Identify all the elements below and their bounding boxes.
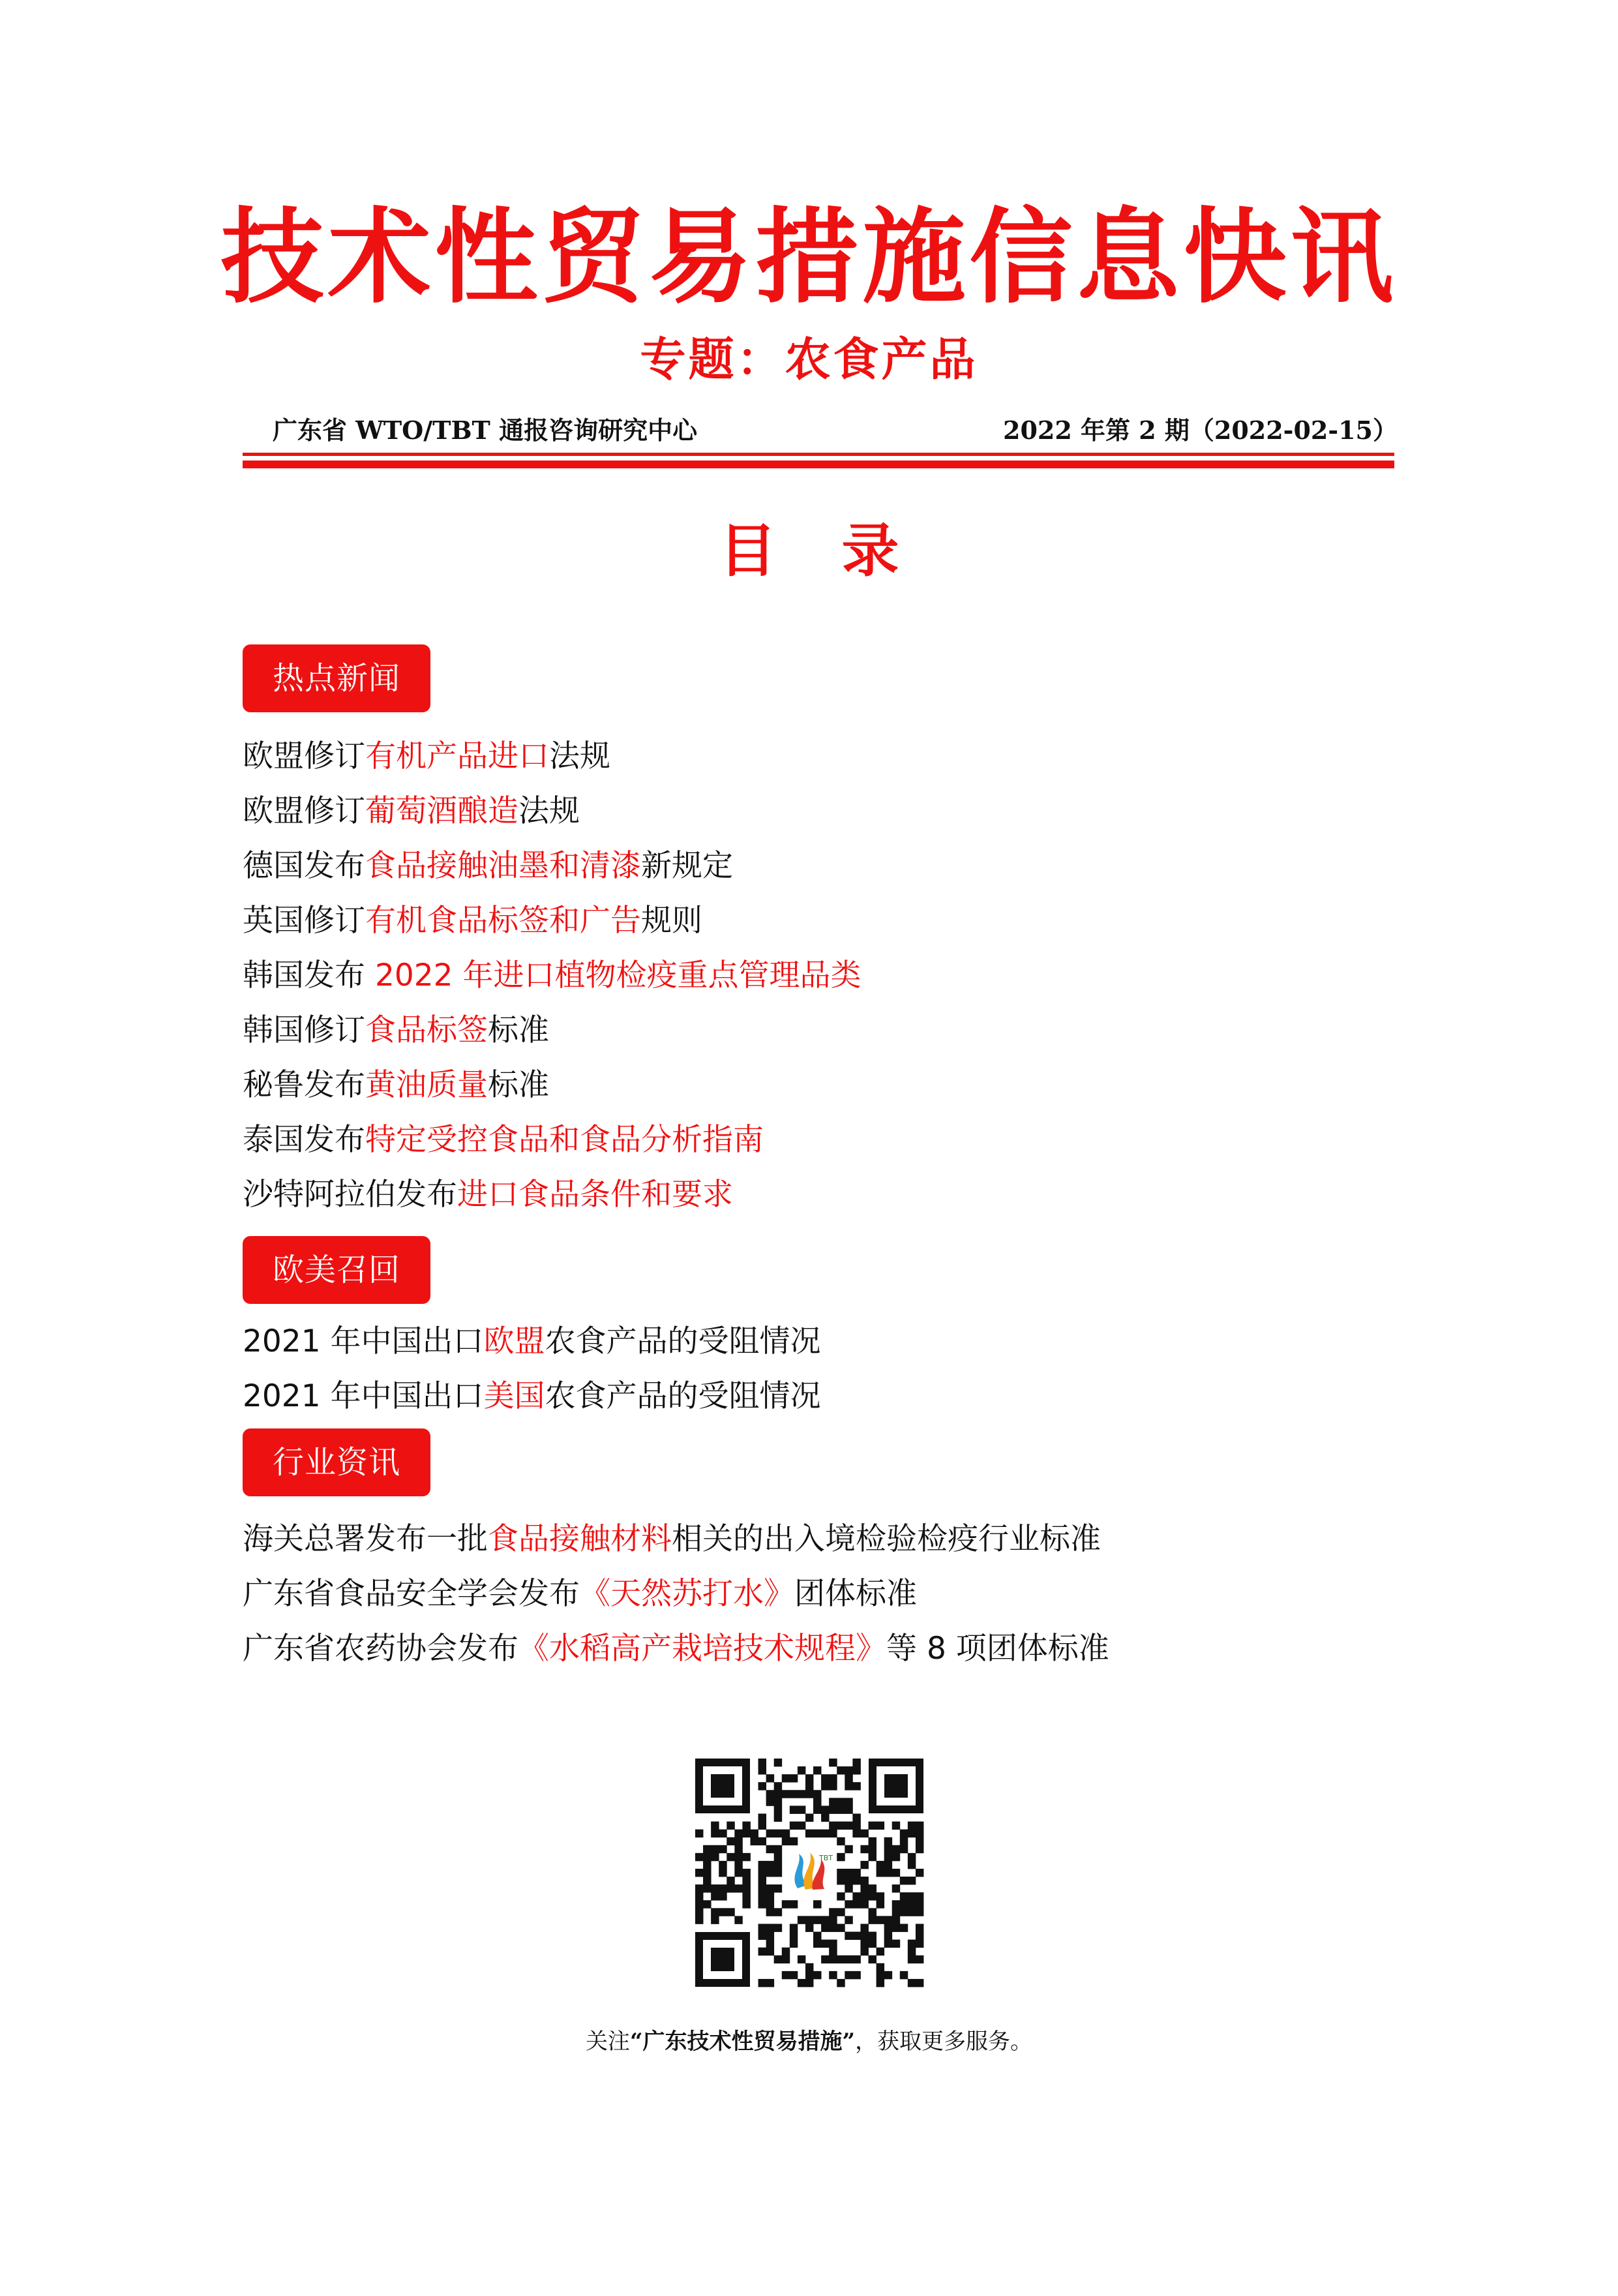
toc-item[interactable] bbox=[243, 1314, 821, 1369]
item-text: 农食产品的受阻情况 bbox=[545, 1323, 821, 1359]
toc-item[interactable] bbox=[243, 1369, 821, 1424]
toc-item[interactable] bbox=[243, 1622, 1109, 1676]
header-divider-thick bbox=[243, 461, 1394, 468]
item-highlight: 2022 年进口植物检疫重点管理品类 bbox=[374, 958, 861, 993]
svg-text:TBT: TBT bbox=[819, 1854, 833, 1862]
item-text: 农食产品的受阻情况 bbox=[545, 1378, 821, 1414]
item-text: 相关的出入境检验检疫行业标准 bbox=[672, 1521, 1101, 1557]
item-highlight: 葡萄酒酿造 bbox=[365, 793, 518, 829]
issuer-name: 广东省 WTO/TBT 通报咨询研究中心 bbox=[273, 415, 698, 445]
toc-item[interactable] bbox=[243, 894, 702, 948]
qr-code[interactable] bbox=[691, 1755, 927, 1991]
item-text: 规则 bbox=[641, 903, 702, 939]
item-text: 法规 bbox=[549, 738, 610, 774]
toc-item[interactable] bbox=[243, 1058, 549, 1113]
toc-item[interactable] bbox=[243, 1113, 764, 1168]
toc-item[interactable] bbox=[243, 1512, 1101, 1567]
item-text: 韩国修订 bbox=[243, 1012, 365, 1048]
follow-note bbox=[0, 2025, 1618, 2058]
item-highlight: 有机产品进口 bbox=[365, 738, 549, 774]
section-label: 欧美召回 bbox=[272, 1252, 400, 1288]
item-highlight: 进口食品条件和要求 bbox=[457, 1177, 733, 1213]
item-text: 2021 年中国出口 bbox=[243, 1323, 484, 1359]
item-text: 2021 年中国出口 bbox=[243, 1378, 484, 1414]
item-highlight: 美国 bbox=[483, 1378, 545, 1414]
item-text: 英国修订 bbox=[243, 903, 365, 939]
header-divider-thin bbox=[243, 453, 1394, 456]
item-text: 标准 bbox=[488, 1012, 549, 1048]
toc-item[interactable] bbox=[243, 784, 580, 839]
item-highlight: 有机食品标签和广告 bbox=[365, 903, 641, 939]
toc-item[interactable] bbox=[243, 839, 733, 894]
item-highlight: 食品接触材料 bbox=[488, 1521, 672, 1557]
toc-heading: 目录 bbox=[719, 517, 965, 584]
item-text: 等 8 项团体标准 bbox=[886, 1631, 1109, 1667]
item-text: 标准 bbox=[488, 1067, 549, 1103]
follow-text: ，获取更多服务。 bbox=[855, 2029, 1033, 2055]
item-text: 德国发布 bbox=[243, 848, 365, 884]
item-text: 沙特阿拉伯发布 bbox=[243, 1177, 457, 1213]
issue-number: 2022 年第 2 期（2022-02-15） bbox=[1003, 415, 1398, 445]
section-badge-recalls bbox=[243, 1236, 430, 1304]
item-text: 韩国发布 bbox=[243, 958, 375, 993]
newsletter-title: 技术性贸易措施信息快讯 bbox=[220, 198, 1398, 318]
item-text: 团体标准 bbox=[794, 1576, 917, 1612]
section-label: 热点新闻 bbox=[272, 660, 400, 697]
toc-item[interactable] bbox=[243, 948, 861, 1003]
section-badge-industry bbox=[243, 1428, 430, 1496]
follow-text: 关注 bbox=[585, 2029, 630, 2055]
qr-code-graphic bbox=[691, 1755, 927, 1991]
section-label: 行业资讯 bbox=[272, 1444, 400, 1481]
item-text: 泰国发布 bbox=[243, 1122, 365, 1158]
item-highlight: 特定受控食品和食品分析指南 bbox=[365, 1122, 764, 1158]
item-text: 广东省农药协会发布 bbox=[243, 1631, 518, 1667]
newsletter-subtitle: 专题：农食产品 bbox=[640, 333, 978, 386]
item-text: 法规 bbox=[518, 793, 580, 829]
item-text: 秘鲁发布 bbox=[243, 1067, 365, 1103]
item-highlight: 黄油质量 bbox=[365, 1067, 488, 1103]
item-text: 新规定 bbox=[641, 848, 733, 884]
item-highlight: 欧盟 bbox=[483, 1323, 545, 1359]
toc-item[interactable] bbox=[243, 1003, 549, 1058]
item-highlight: 《天然苏打水》 bbox=[580, 1576, 794, 1612]
toc-item[interactable] bbox=[243, 729, 610, 784]
toc-item[interactable] bbox=[243, 1168, 733, 1222]
item-highlight: 食品标签 bbox=[365, 1012, 488, 1048]
section-badge-hot-news bbox=[243, 644, 430, 712]
tbt-logo-icon bbox=[783, 1847, 835, 1899]
item-text: 欧盟修订 bbox=[243, 793, 365, 829]
item-text: 广东省食品安全学会发布 bbox=[243, 1576, 580, 1612]
toc-item[interactable] bbox=[243, 1567, 917, 1622]
item-highlight: 《水稻高产栽培技术规程》 bbox=[518, 1631, 886, 1667]
item-text: 海关总署发布一批 bbox=[243, 1521, 488, 1557]
item-highlight: 食品接触油墨和清漆 bbox=[365, 848, 641, 884]
follow-account-name: “广东技术性贸易措施” bbox=[629, 2029, 856, 2055]
item-text: 欧盟修订 bbox=[243, 738, 365, 774]
